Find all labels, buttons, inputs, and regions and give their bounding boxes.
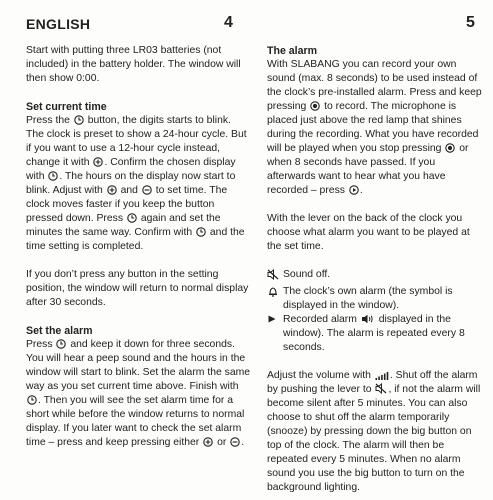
record-icon [445, 143, 455, 153]
clock-icon [48, 171, 58, 181]
page-number-left: 4 [224, 14, 233, 31]
speaker-muted-icon [375, 383, 387, 394]
triangle-bullet-icon [267, 313, 283, 329]
language-heading: ENGLISH [26, 16, 91, 32]
bell-icon [267, 285, 283, 302]
set-time-heading: Set current time [26, 101, 107, 113]
lever-paragraph: With the lever on the back of the clock you choose what alarm you want to be played at the set time. [267, 213, 470, 252]
set-time-paragraph: Press the button, the digits starts to blink. The clock is preset to show a 24-hour cycle. But if you want to use a 12-hour cycle instead, change it with . Confirm the chosen display with . The hours on the display now start to blink. Adjust with and to set time. The clock moves faster if you keep the button pressed down. Press again and set the minutes the same way. Confirm with and the time setting is completed. [26, 115, 247, 252]
minus-icon [142, 185, 152, 195]
plus-icon [107, 185, 117, 195]
plus-icon [203, 437, 213, 447]
alarm-heading: The alarm [267, 45, 318, 57]
record-icon [310, 101, 320, 111]
timeout-paragraph: If you don’t press any button in the setting position, the window will return to normal display after 30 seconds. [26, 269, 249, 308]
clock-icon [196, 227, 206, 237]
speaker-sound-icon [361, 314, 375, 324]
right-column [267, 44, 482, 495]
page-header [0, 14, 493, 38]
alarm-paragraph: With SLABANG you can record your own sound (max. 8 seconds) to be used instead of the clock’s pre-installed alarm. Press and keep pressing to record. The microphone is placed just above the red lamp that shines during the recording. What you have recorded will be played when you stop pressing or when 8 seconds have passed. If you afterwards want to hear what you have recorded – press . [267, 59, 482, 196]
set-alarm-paragraph: Press and keep it down for three seconds. You will hear a peep sound and the hours in the window will start to blink. Set the alarm the same way as you set current time above. Finish with . Then you will see the set alarm time for a short while before the window returns to normal display. If you later want to check the set alarm time – press and keep pressing either or . [26, 339, 251, 448]
clock-icon [127, 213, 137, 223]
minus-icon [230, 437, 240, 447]
intro-paragraph: Start with putting three LR03 batteries (not included) in the battery holder. The window will then show 0:00. [26, 45, 241, 84]
clock-icon [74, 115, 84, 125]
clock-icon [56, 339, 66, 349]
own-alarm-item: The clock’s own alarm (the symbol is displayed in the window). [267, 285, 482, 313]
plus-icon [93, 157, 103, 167]
volume-paragraph: Adjust the volume with . Shut off the alarm by pushing the lever to , if not the alarm will become silent after 5 minutes. You can also choose to shut off the alarm temporarily (snooze) by pressing down the big button on top of the clock. The alarm will then be repeated every 5 minutes. When no alarm sound you use the big button to turn on the background lighting. [267, 370, 481, 493]
recorded-alarm-item: Recorded alarm displayed in the window). The alarm is repeated every 8 seconds. [267, 313, 482, 355]
clock-icon [27, 395, 37, 405]
sound-off-item: Sound off. [267, 268, 482, 285]
page-number-right: 5 [466, 14, 475, 31]
volume-bars-icon [375, 371, 389, 380]
left-column [26, 44, 251, 450]
set-alarm-heading: Set the alarm [26, 325, 93, 337]
play-icon [349, 185, 359, 195]
speaker-muted-icon [267, 268, 283, 285]
